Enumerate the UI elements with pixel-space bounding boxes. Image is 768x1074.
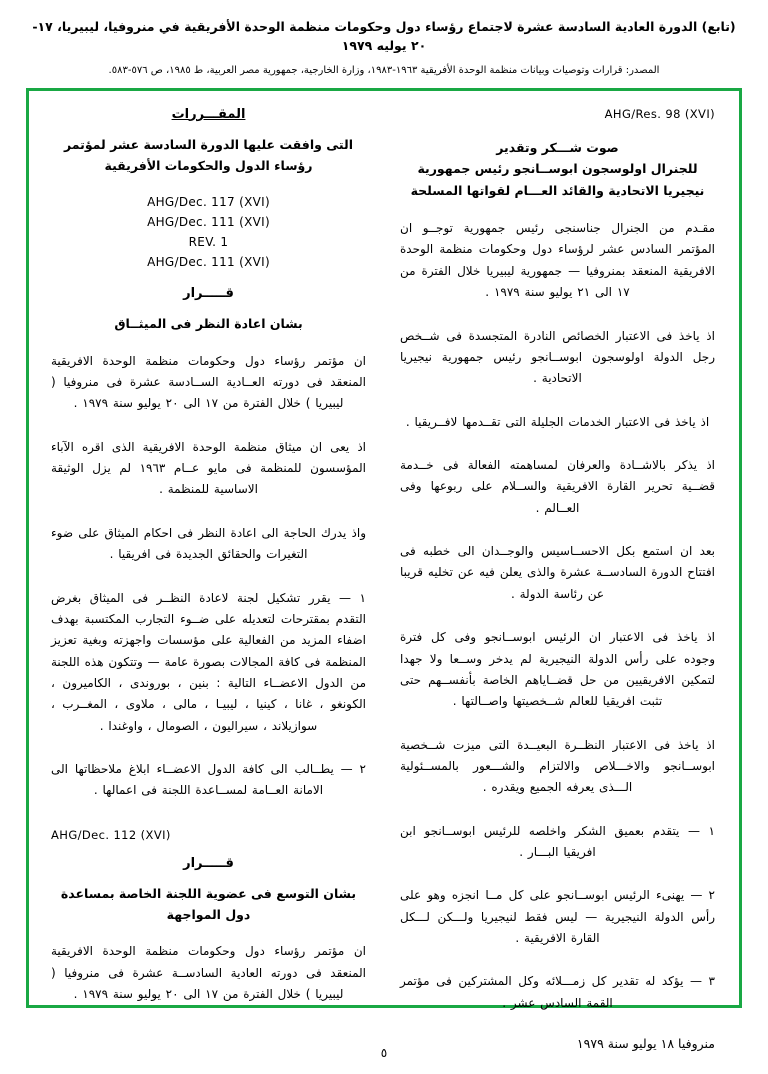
resolution-code: AHG/Res. 98 (XVI) (604, 106, 715, 121)
decision-code: AHG/Dec. 117 (XVI) (147, 195, 270, 210)
resolution-paragraph: بعد ان استمع بكل الاحســاسيس والوجــدان الى خطبه فى افتتاح الدورة السادســة عشرة والذى يعلن فيه عن تخليه قريبا عن رئاسة الدولة . (400, 544, 715, 601)
resolution-title-line-2: للجنرال اولوسجون ابوســانجو رئيس جمهورية نيجيريا الاتحادية والقائد العـــام لقواتها المسلحة (410, 161, 705, 199)
decision-subject: بشان التوسع فى عضوية اللجنة الخاصة بمساعدة دول المواجهة (60, 885, 357, 923)
resolution-paragraph: اذ ياخذ فى الاعتبار النظــرة البعيــدة التى ميزت شــخصية ابوســانجو والاخـــلاص والالتزام والشـــعور بالمســئولية الـــذى يعرفه الجميع ويقدره . (400, 737, 715, 795)
decision-code: AHG/Dec. 111 (XVI) (147, 254, 270, 269)
resolution-clause: ١ — يتقدم بعميق الشكر واخلصه للرئيس ابوســانجو ابن افريقيا البـــار . (400, 823, 715, 860)
decision-label: قـــــرار (183, 855, 234, 871)
resolution-title-line-1: صوت شـــكر وتقدير (496, 139, 619, 155)
column-left (47, 106, 384, 1002)
header-source: المصدر: ‏قرارات وتوصيات وبيانات منظمة الوحدة الأفريقية ١٩٦٣-١٩٨٣، وزارة الخارجية، جمهورية مصر العربية، ط ١٩٨٥، ص ٥٧٦-٥٨٣. (108, 64, 660, 76)
decision-label: قـــــرار (183, 286, 234, 302)
decision-code-revision: REV. 1 (188, 234, 229, 249)
decision-paragraph: واذ يدرك الحاجة الى اعادة النظر فى احكام الميثاق على ضوء التغيرات والحقائق الجديدة فى افريقيا . (51, 525, 366, 562)
decision-paragraph: ان مؤتمر رؤساء دول وحكومات منظمة الوحدة الافريقية المنعقد فى دورته العــادية الســادسة عشرة فى منروفيا ( ليبيريا ) خلال الفترة من ١٧ الى ٢٠ يوليو سنة ١٩٧٩ . (51, 353, 366, 411)
section-subheading: التى وافقت عليها الدورة السادسة عشر لمؤتمر رؤساء الدول والحكومات الأفريقية (63, 136, 353, 174)
resolution-paragraph: مقـدم من الجنرال جناسنجى رئيس جمهورية توجــو ان المؤتمر السادس عشر لرؤساء دول وحكومات منظمة الوحدة الافريقية المنعقد بمنروفيا — جمهورية ليبيريا خلال الفترة من ١٧ الى ٢١ يوليو سنة ١٩٧٩ . (400, 221, 715, 300)
decision-paragraph: ان مؤتمر رؤساء دول وحكومات منظمة الوحدة الافريقية المنعقد فى دورته العادية السادســة عشرة فى منروفيا ( ليبيريا ) خلال الفترة من ١٧ الى ٢٠ يوليو سنة ١٩٧٩ . (51, 944, 366, 1002)
header-title: (تابع) الدورة العادية السادسة عشرة لاجتماع رؤساء دول وحكومات منظمة الوحدة الأفريقية في منروفيا، ليبيريا، ١٧- ٢٠ يوليه ١٩٧٩ (32, 19, 736, 53)
decision-clause: ١ — يقرر تشكيل لجنة لاعادة النظــر فى الميثاق بغرض التقدم بمقترحات لتعديله على ضــوء التجارب المكتسبة بهدف اضفاء المزيد من الفعالية على مؤسسات واجهزته وبغية تعزيز المنظمة فى كافة المجالات بصورة عامة — وتتكون هذه اللجنة من الدول الاعضــاء التالية : بنين ، بوروندى ، الكاميرون ، الكونغو ، غانا ، كينيا ، ليبيـا ، مالى ، ملاوى ، المغــرب ، سوازيلاند ، سيراليون ، الصومال ، واوغندا . (51, 590, 366, 733)
decision-clause: ٢ — يطــالب الى كافة الدول الاعضــاء ابلاغ ملاحظاتها الى الامانة العــامة لمســاعدة اللجنة فى اعمالها . (51, 762, 366, 798)
resolution-clause: ٢ — يهنىء الرئيس ابوســانجو على كل مــا انجزه وهو على رأس الدولة النيجيرية — ليس فقط لنيجيريا ولـــكن لـــكل القارة الافريقية . (400, 888, 715, 946)
decision-subject: بشان اعادة النظر فى الميثــاق (114, 316, 303, 332)
signature-line: منروفيا ١٨ يوليو سنة ١٩٧٩ (576, 1036, 715, 1052)
column-right (384, 106, 721, 1052)
resolution-paragraph: اذ ياخذ فى الاعتبار الخدمات الجليلة التى تقــدمها لافــريقيا . (405, 414, 710, 429)
content-frame (26, 88, 742, 1052)
resolution-paragraph: اذ ياخذ فى الاعتبار ان الرئيس ابوســانجو وفى كل فترة وجوده على رأس الدولة النيجيرية لم يدخر وســعا ولا جهدا لتمكين الافريقيين من حل قضــاياهم الخاصة بأنفســهم حتى تثبت افريقيا للعالم شــخصيتها واصــالتها . (400, 630, 715, 709)
resolution-paragraph: اذ ياخذ فى الاعتبار الخصائص النادرة المتجسدة فى شــخص رجل الدولة اولوسجون ابوســانجو رئيس جمهورية نيجيريا الاتحادية . (400, 328, 715, 386)
decision-paragraph: اذ يعى ان ميثاق منظمة الوحدة الافريقية الذى اقره الآباء المؤسسون للمنظمة فى مايو عــام ١٩٦٣ لم يزل الوثيقة الاساسية للمنظمة . (51, 439, 366, 497)
resolution-clause: ٣ — يؤكد له تقدير كل زمـــلائه وكل المشتركين فى مؤتمر القمة السادس عشر . (400, 974, 715, 1010)
decision-code: AHG/Dec. 112 (XVI) (51, 827, 171, 842)
page-number: ٥ (380, 1046, 388, 1060)
document-header (26, 18, 742, 78)
section-heading: المقـــررات (171, 106, 246, 122)
decision-code: AHG/Dec. 111 (XVI) (147, 215, 270, 230)
resolution-paragraph: اذ يذكر بالاشــادة والعرفان لمساهمته الفعالة فى خــدمة قضــية تحرير القارة الافريقية والســلام على ربوعها وفى العــالم . (400, 458, 715, 515)
